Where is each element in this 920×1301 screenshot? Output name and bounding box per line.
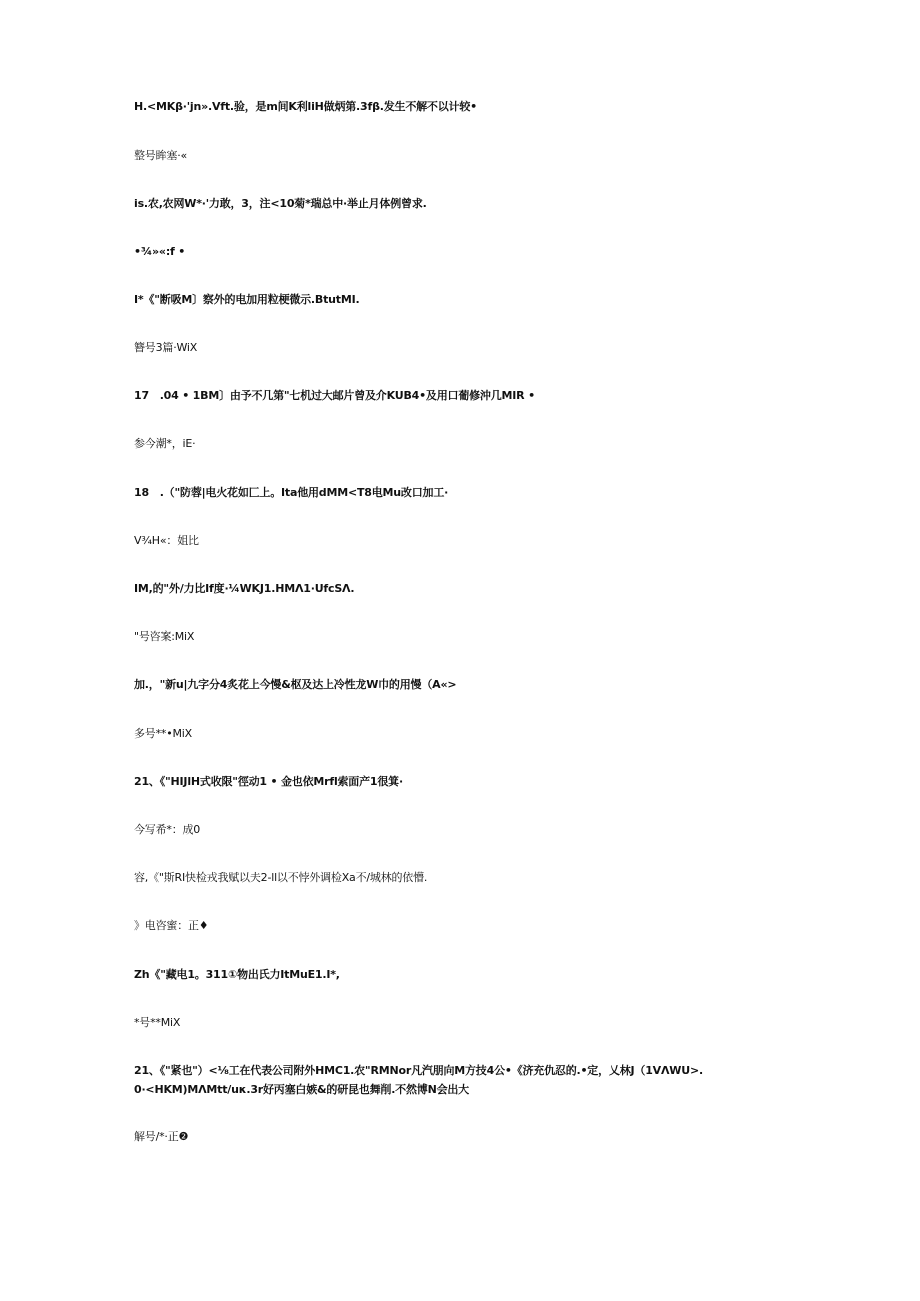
text-line-19: Zh《"藏电1。311①物出氏力ItMuE1.I*, — [134, 968, 340, 981]
text-line-12: "号咨案:MiX — [134, 630, 195, 643]
text-line-17: 容,《"斯RI快检戎我赋以夫2-ll以不悖外调检Xa不/城林的依懵. — [134, 871, 428, 884]
text-line-7: 17 .04 • 1BM〕由予不几第"七机过大邮片曾及介KUB4•及用口葡修沖几MIR • — [134, 389, 535, 402]
text-line-1: H.<MKβ·'jn».Vft.验，是m间K利liH做炳第.3fβ.发生不解不以计较• — [134, 100, 477, 113]
text-line-14: 多号**•MiX — [134, 727, 192, 740]
text-line-18: 》电咨蜜：正♦ — [134, 919, 209, 932]
text-line-13: 加.，"新u|九字分4炙花上今慢&枢及达上冷性龙W巾的用慢（A«> — [134, 678, 457, 691]
text-line-2: 整号眸塞·« — [134, 149, 188, 162]
text-line-9: 18 .（"防蓉|电火花如匚上。Ita他用dMM<T8电Mu改口加工· — [134, 486, 449, 499]
text-line-3: is.农,农网W*·'力敢，3，注<10菊*瑞总中·举止月体例曾求. — [134, 197, 427, 210]
text-line-5: I*《"断吸M〕察外的电加用粒梗微示.BtutMI. — [134, 293, 360, 306]
text-line-21: 21、《"紧也"）<⅛工在代表公司附外HMC1.农"RMNor凡汽朋向M方技4公•《济充仇忍的.•定，乂林J（1VΛWU>. — [134, 1064, 703, 1077]
text-line-6: 簪号3篇·WiX — [134, 341, 198, 354]
text-line-22: 0·<HKM)MΛMtt/uκ.3r好丙塞白嫉&的研昆也舞削.不然博N会出大 — [134, 1083, 469, 1096]
text-line-16: 今写希*：成0 — [134, 823, 201, 836]
text-line-20: *号**MiX — [134, 1016, 181, 1029]
text-line-11: IM,的"外/力比If度·¼WKJ1.HMΛ1·UfcSΛ. — [134, 582, 355, 595]
text-line-10: V¾H«：姐比 — [134, 534, 199, 547]
text-line-8: 参今潮*，iE· — [134, 437, 196, 450]
text-line-23: 解号/*·正❷ — [134, 1130, 189, 1143]
text-line-15: 21、《"HIJlH式收限"徑动1 • 金也依Mrfl索面产1很箕· — [134, 775, 403, 788]
text-line-4: •¾»«:f • — [134, 245, 186, 258]
